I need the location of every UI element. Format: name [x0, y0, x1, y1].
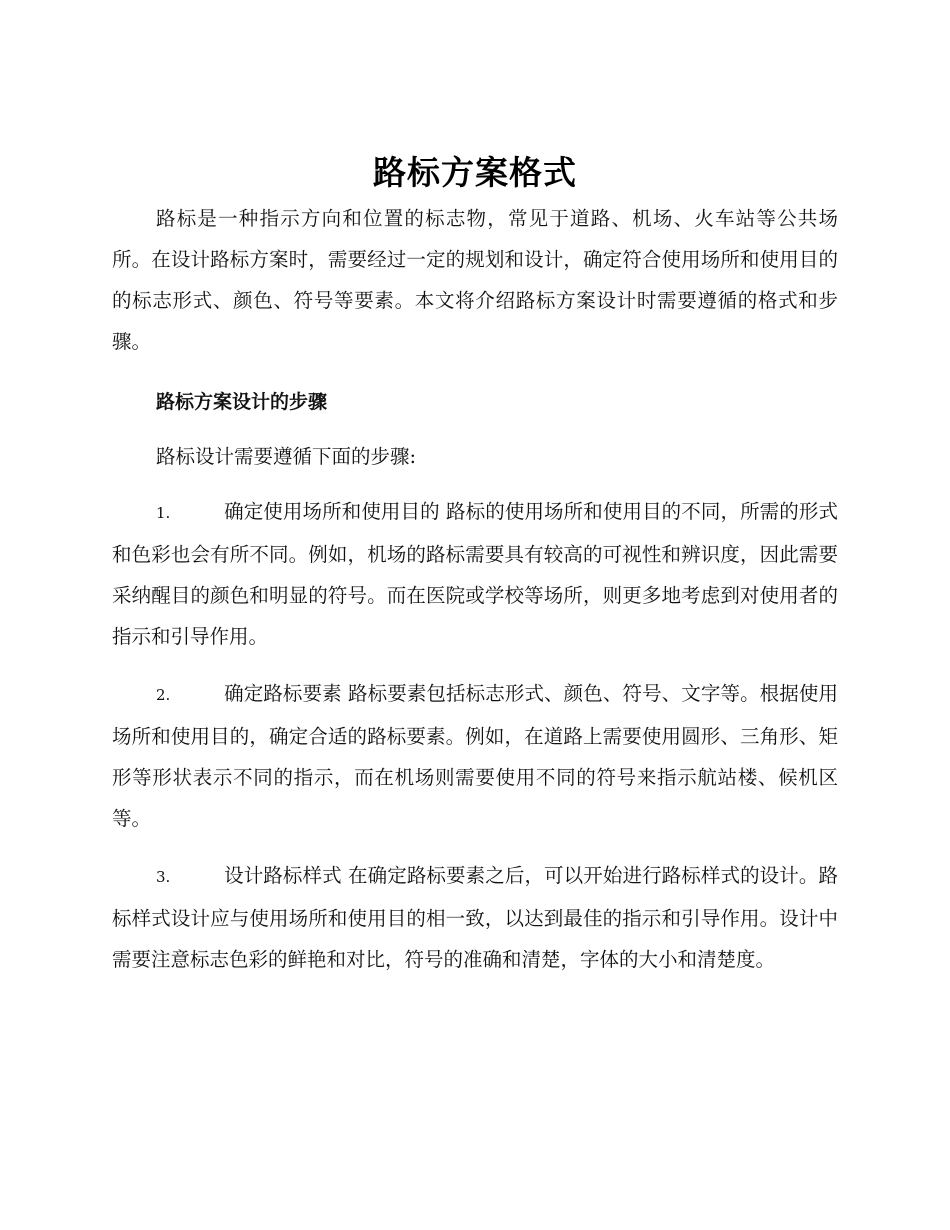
- document-title: 路标方案格式: [373, 153, 577, 192]
- step-text: 设计路标样式 在确定路标要素之后，可以开始进行路标样式的设计。路标样式设计应与使用场所和使用目的相一致，以达到最佳的指示和引导作用。设计中需要注意标志色彩的鲜艳和对比，符号的准确和清楚，字体的大小和清楚度。: [112, 864, 838, 971]
- step-text: 确定路标要素 路标要素包括标志形式、颜色、符号、文字等。根据使用场所和使用目的，确定合适的路标要素。例如，在道路上需要使用圆形、三角形、矩形等形状表示不同的指示，而在机场则需要使用不同的符号来指示航站楼、候机区等。: [112, 682, 838, 830]
- step-item-2: [112, 673, 838, 839]
- step-item-3: [112, 855, 838, 980]
- steps-lead-paragraph: 路标设计需要遵循下面的步骤:: [156, 445, 417, 468]
- section-heading: 路标方案设计的步骤: [156, 391, 328, 413]
- step-number: 3.: [156, 868, 171, 886]
- step-item-1: [112, 491, 838, 657]
- intro-paragraph: 路标是一种指示方向和位置的标志物，常见于道路、机场、火车站等公共场所。在设计路标方案时，需要经过一定的规划和设计，确定符合使用场所和使用目的的标志形式、颜色、符号等要素。本文将介绍路标方案设计时需要遵循的格式和步骤。: [112, 207, 838, 353]
- step-number: 2.: [156, 686, 171, 704]
- step-number: 1.: [156, 504, 171, 522]
- step-text: 确定使用场所和使用目的 路标的使用场所和使用目的不同，所需的形式和色彩也会有所不同。例如，机场的路标需要具有较高的可视性和辨识度，因此需要采纳醒目的颜色和明显的符号。而在医院或学校等场所，则更多地考虑到对使用者的指示和引导作用。: [112, 500, 838, 648]
